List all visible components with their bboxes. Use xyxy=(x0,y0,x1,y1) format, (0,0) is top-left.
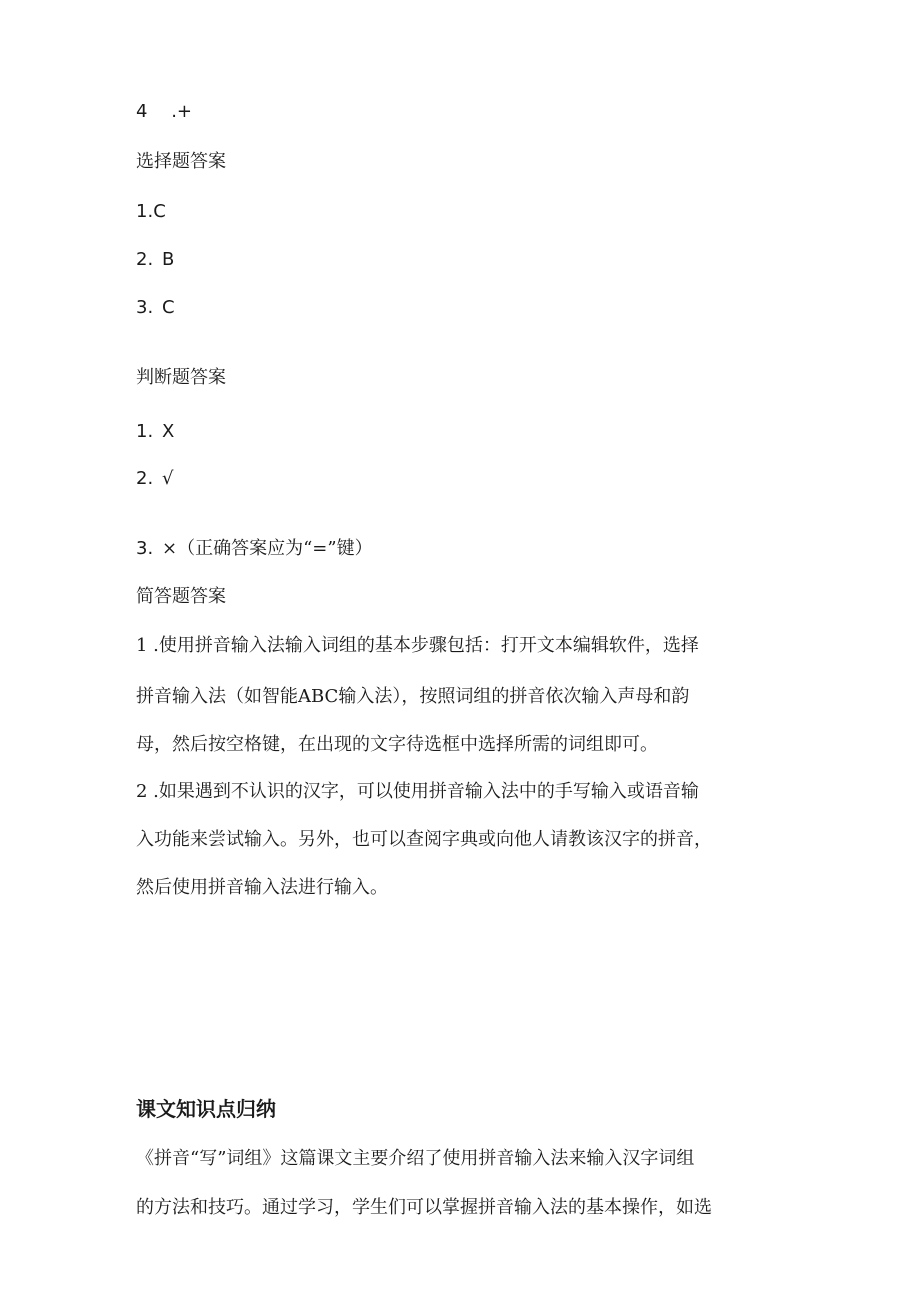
choice-answer-2 xyxy=(136,248,174,272)
summary-line-2: 的方法和技巧。通过学习，学生们可以掌握拼音输入法的基本操作，如选 xyxy=(136,1197,712,1218)
short-answer-2-line-3: 然后使用拼音输入法进行输入。 xyxy=(136,877,388,898)
item-answer: ×（正确答案应为“=”键） xyxy=(162,538,373,559)
item-number: 3. xyxy=(136,297,154,318)
short-answer-1-line-3: 母，然后按空格键，在出现的文字待选框中选择所需的词组即可。 xyxy=(136,734,658,755)
item-number: 1. xyxy=(136,201,154,222)
choice-answer-3 xyxy=(136,296,175,320)
summary-heading: 课文知识点归纳 xyxy=(136,1097,276,1121)
item-answer: C xyxy=(153,201,166,222)
short-answer-1-line-2: 拼音输入法（如智能ABC输入法），按照词组的拼音依次输入声母和韵 xyxy=(136,686,690,707)
item-answer: X xyxy=(162,421,175,442)
judge-answer-3 xyxy=(136,537,373,561)
item-answer: √ xyxy=(162,468,174,489)
choice-answer-1 xyxy=(136,200,166,224)
summary-line-1: 《拼音“写”词组》这篇课文主要介绍了使用拼音输入法来输入汉字词组 xyxy=(136,1148,695,1169)
choice-heading: 选择题答案 xyxy=(136,151,226,172)
fill-answer-4 xyxy=(136,100,192,124)
item-answer: C xyxy=(162,297,175,318)
item-number: 3. xyxy=(136,538,154,559)
judge-answer-2 xyxy=(136,467,173,491)
item-number: 2. xyxy=(136,468,154,489)
short-heading: 简答题答案 xyxy=(136,586,226,607)
item-number: 1. xyxy=(136,421,154,442)
item-answer: .+ xyxy=(171,101,192,122)
judge-answer-1 xyxy=(136,420,174,444)
short-answer-1-line-1: 1 .使用拼音输入法输入词组的基本步骤包括：打开文本编辑软件，选择 xyxy=(136,635,699,656)
short-answer-2-line-2: 入功能来尝试输入。另外，也可以查阅字典或向他人请教该汉字的拼音， xyxy=(136,829,712,850)
short-answer-2-line-1: 2 .如果遇到不认识的汉字，可以使用拼音输入法中的手写输入或语音输 xyxy=(136,781,699,802)
judge-heading: 判断题答案 xyxy=(136,367,226,388)
item-number: 2. xyxy=(136,249,154,270)
item-answer: B xyxy=(162,249,175,270)
item-number: 4 xyxy=(136,101,148,122)
